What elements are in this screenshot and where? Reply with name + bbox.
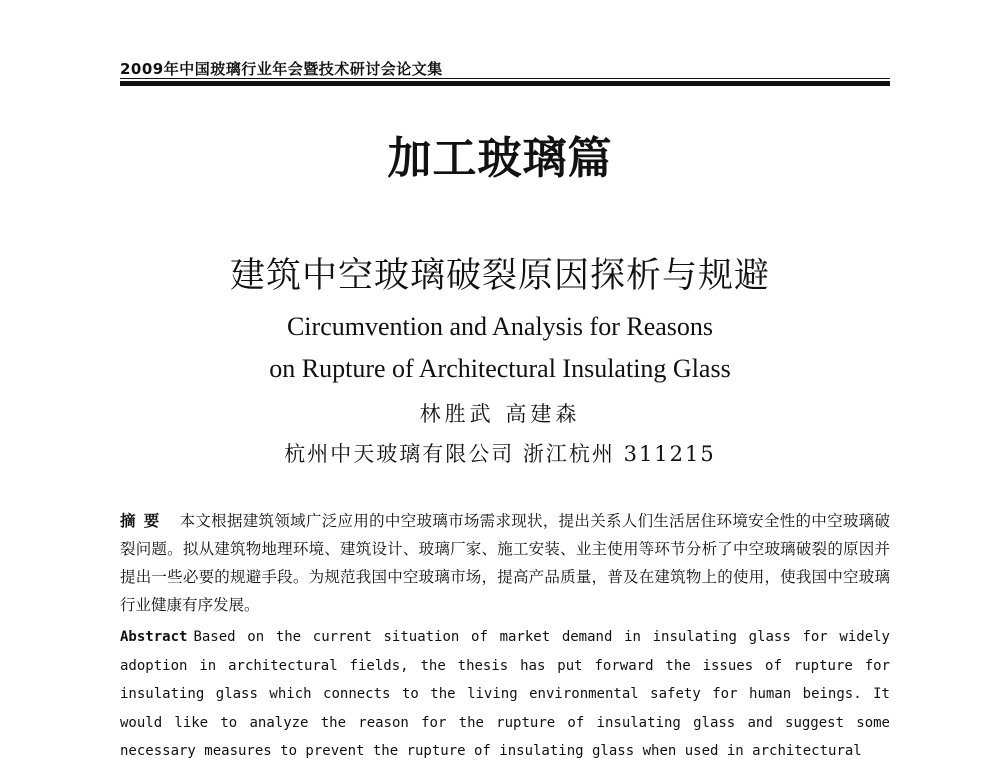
running-header: 2009年中国玻璃行业年会暨技术研讨会论文集 xyxy=(120,60,443,78)
authors: 林胜武 高建森 xyxy=(419,402,581,426)
header-rule-thick xyxy=(120,81,890,86)
abstract-zh xyxy=(120,507,890,619)
abstract-zh-text: 本文根据建筑领域广泛应用的中空玻璃市场需求现状，提出关系人们生活居住环境安全性的中空玻璃破裂问题。拟从建筑物地理环境、建筑设计、玻璃厂家、施工安装、业主使用等环节分析了中空玻璃破裂的原因并提出一些必要的规避手段。为规范我国中空玻璃市场，提高产品质量，普及在建筑物上的使用，使我国中空玻璃行业健康有序发展。 xyxy=(120,512,890,614)
paper-title-en-line2: on Rupture of Architectural Insulating Glass xyxy=(269,354,731,383)
affiliation: 杭州中天玻璃有限公司 浙江杭州 311215 xyxy=(284,442,716,466)
section-title: 加工玻璃篇 xyxy=(387,133,613,184)
paper-title-en-line1: Circumvention and Analysis for Reasons xyxy=(286,312,714,341)
abstract-en-label: Abstract xyxy=(120,629,188,645)
paper-title-zh: 建筑中空玻璃破裂原因探析与规避 xyxy=(229,256,770,296)
abstract-en-text: Based on the current situation of market demand in insulating glass for widely adoption in architectural fields, the thesis has put forward the issues of rupture for insulating glass which connects to the living environmental safety for human beings. It would like to analyze the reason for the rupture of insulating glass and suggest some necessary measures to prevent the rupture of insulating glass when used in architectural xyxy=(120,629,890,759)
abstract-zh-label: 摘要 xyxy=(120,512,168,530)
abstract-en xyxy=(120,623,890,766)
header-rule-thin xyxy=(120,78,890,79)
